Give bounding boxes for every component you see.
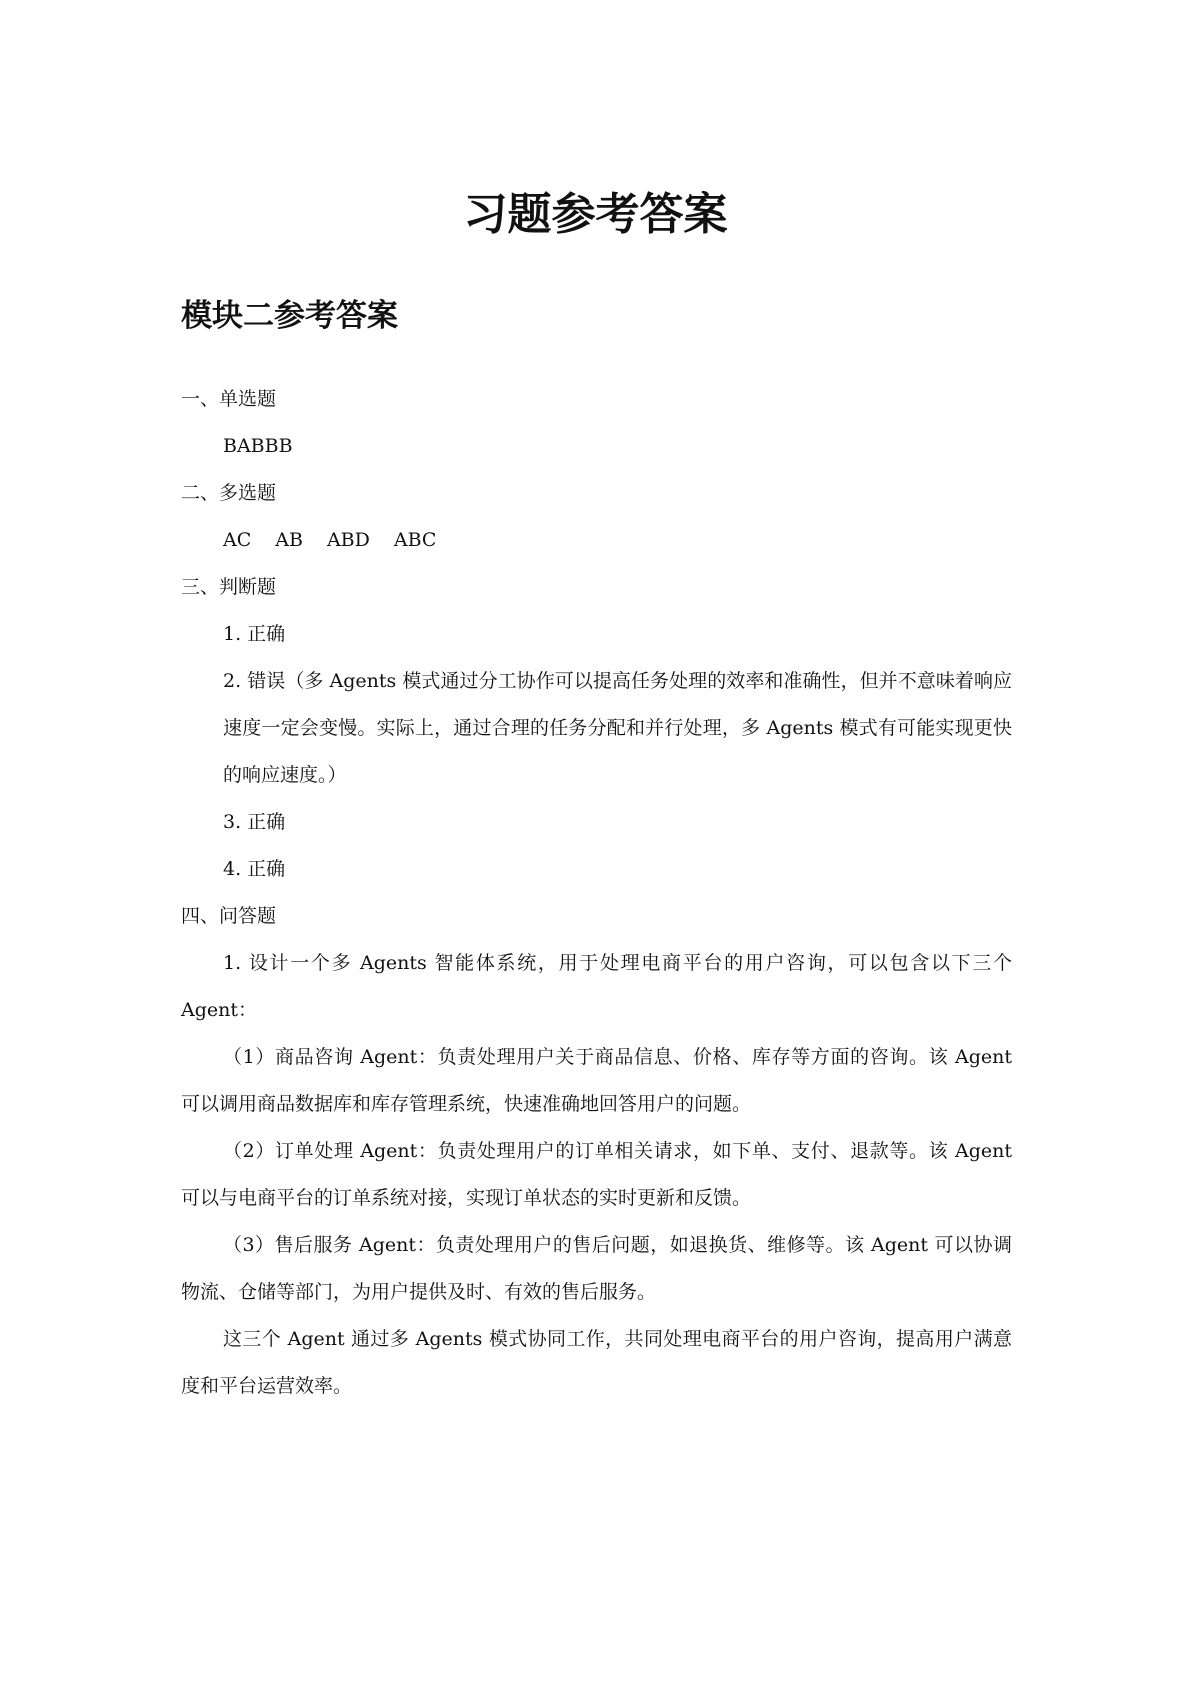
qa-conclusion: 这三个 Agent 通过多 Agents 模式协同工作，共同处理电商平台的用户咨询，提高用户满意度和平台运营效率。 <box>181 1328 1012 1397</box>
single-choice-heading: 一、单选题 <box>181 388 277 410</box>
multi-choice-answer: ABC <box>393 529 437 551</box>
qa-point: （3）售后服务 Agent：负责处理用户的售后问题，如退换货、维修等。该 Agent 可以协调物流、仓储等部门，为用户提供及时、有效的售后服务。 <box>181 1234 1012 1303</box>
multi-choice-answer: ABD <box>326 529 370 551</box>
multi-choice-answers <box>181 517 1012 564</box>
document-title: 习题参考答案 <box>463 189 728 240</box>
true-false-item: 1. 正确 <box>223 623 286 645</box>
qa-point: （2）订单处理 Agent：负责处理用户的订单相关请求，如下单、支付、退款等。该 Agent 可以与电商平台的订单系统对接，实现订单状态的实时更新和反馈。 <box>181 1140 1012 1209</box>
true-false-item: 3. 正确 <box>223 811 286 833</box>
true-false-item: 2. 错误（多 Agents 模式通过分工协作可以提高任务处理的效率和准确性，但并不意味着响应速度一定会变慢。实际上，通过合理的任务分配和并行处理，多 Agents 模式有可能实现更快的响应速度。） <box>223 670 1012 786</box>
true-false-heading: 三、判断题 <box>181 576 277 598</box>
qa-intro: 1. 设计一个多 Agents 智能体系统，用于处理电商平台的用户咨询，可以包含以下三个 Agent： <box>181 952 1012 1021</box>
qa-heading: 四、问答题 <box>181 905 277 927</box>
multi-choice-answer: AC <box>223 529 252 551</box>
true-false-item: 4. 正确 <box>223 858 286 880</box>
multi-choice-heading: 二、多选题 <box>181 482 277 504</box>
answer-body <box>181 376 1012 1410</box>
qa-point: （1）商品咨询 Agent：负责处理用户关于商品信息、价格、库存等方面的咨询。该 Agent 可以调用商品数据库和库存管理系统，快速准确地回答用户的问题。 <box>181 1046 1012 1115</box>
multi-choice-answer: AB <box>275 529 303 551</box>
module-title: 模块二参考答案 <box>181 298 398 334</box>
single-choice-answer: BABBB <box>223 435 293 457</box>
